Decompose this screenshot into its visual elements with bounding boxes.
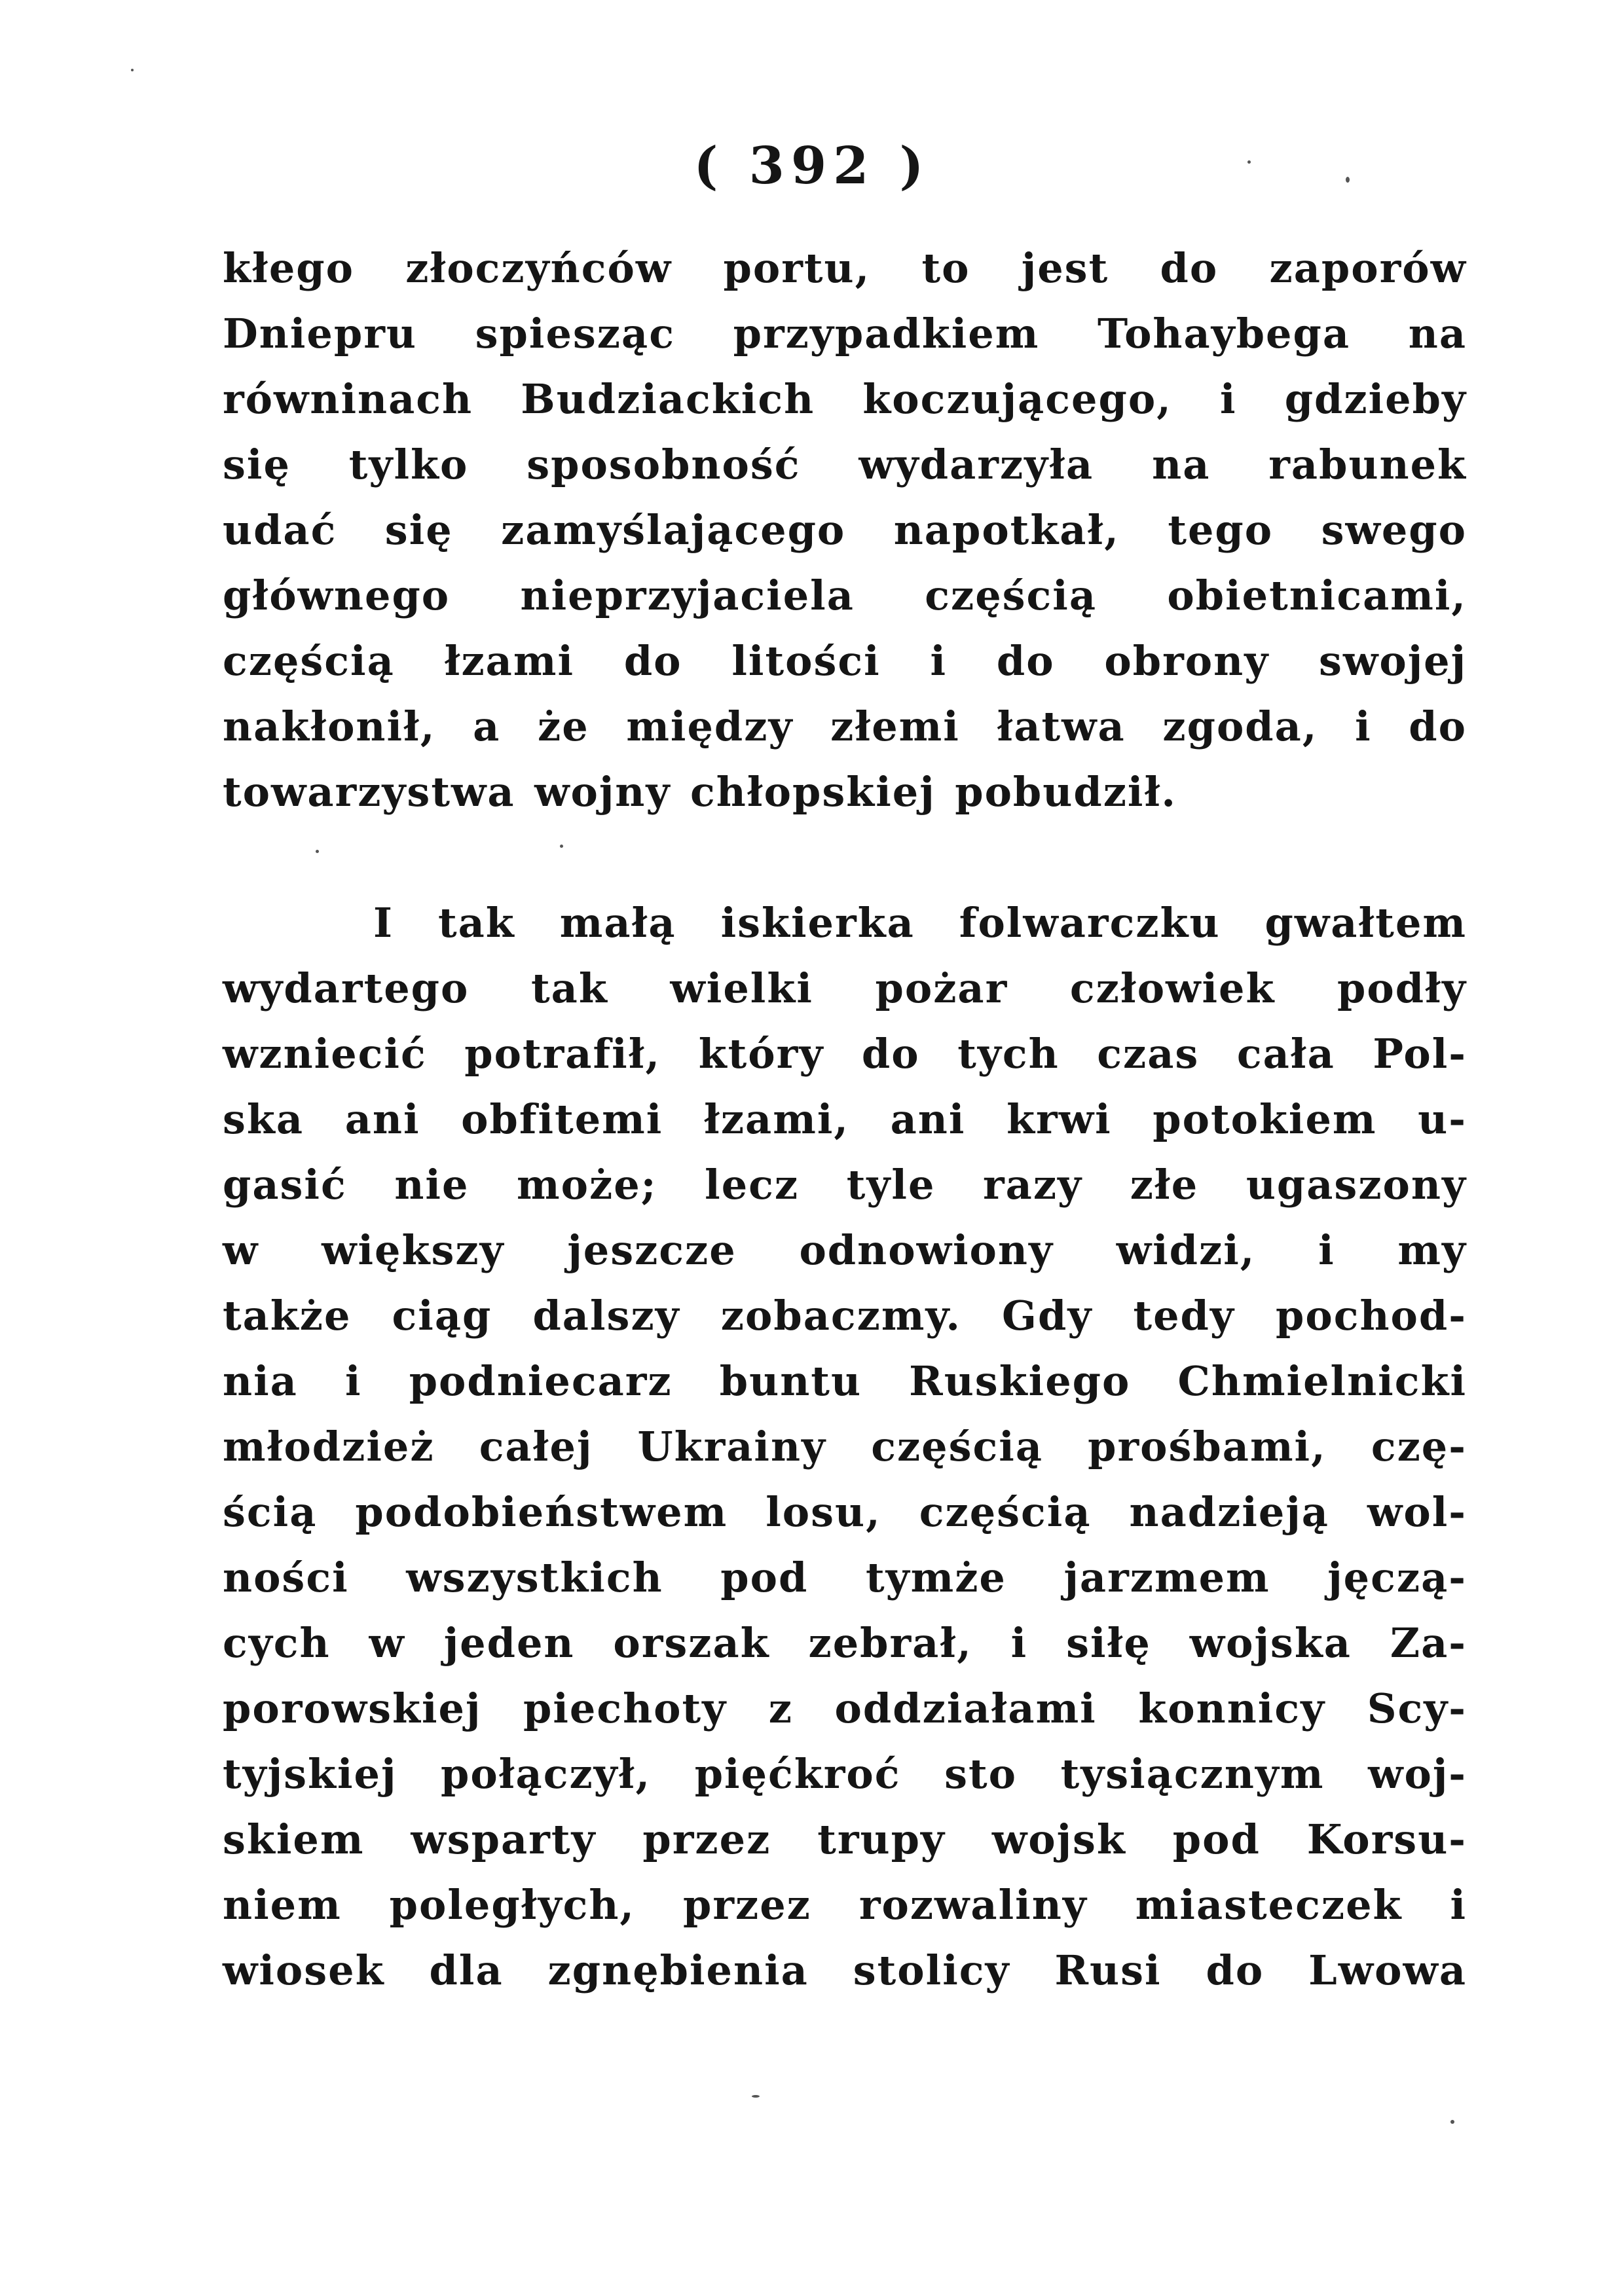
text-line: nia i podniecarz buntu Ruskiego Chmielnicki — [223, 1357, 1467, 1405]
paper-speck — [1346, 177, 1350, 183]
text-line: młodzież całej Ukrainy częścią prośbami, czę- — [223, 1423, 1467, 1470]
paper-speck — [1247, 160, 1251, 164]
text-line: częścią łzami do litości i do obrony swojej — [223, 637, 1467, 685]
text-line: Dniepru spiesząc przypadkiem Tohaybega na — [223, 310, 1467, 357]
text-line: ska ani obfitemi łzami, ani krwi potokiem u- — [223, 1095, 1467, 1143]
paragraph-1 — [223, 236, 1467, 825]
text-line: porowskiej piechoty z oddziałami konnicy Scy- — [223, 1685, 1467, 1732]
text-line: niem poległych, przez rozwaliny miasteczek i — [223, 1881, 1467, 1929]
text-line: ścią podobieństwem losu, częścią nadzieją wol- — [223, 1488, 1467, 1536]
text-line: tyjskiej połączył, pięćkroć sto tysiącznym woj- — [223, 1750, 1467, 1798]
page-number: ( 392 ) — [693, 136, 931, 196]
paragraph-2 — [223, 890, 1467, 2003]
text-line: równinach Budziackich koczującego, i gdzieby — [223, 375, 1467, 423]
paper-speck — [316, 850, 319, 853]
text-line: udać się zamyślającego napotkał, tego swego — [223, 506, 1467, 554]
text-line: się tylko sposobność wydarzyła na rabunek — [223, 441, 1467, 488]
text-line: cych w jeden orszak zebrał, i siłę wojska Za- — [223, 1619, 1467, 1667]
text-line: w większy jeszcze odnowiony widzi, i my — [223, 1226, 1467, 1274]
text-line: skiem wsparty przez trupy wojsk pod Korsu- — [223, 1815, 1467, 1863]
paper-speck — [752, 2095, 760, 2098]
text-line: gasić nie może; lecz tyle razy złe ugaszony — [223, 1161, 1467, 1209]
text-line: towarzystwa wojny chłopskiej pobudził. — [223, 768, 1177, 816]
text-line: wydartego tak wielki pożar człowiek podły — [223, 964, 1467, 1012]
text-line: kłego złoczyńców portu, to jest do zaporów — [223, 244, 1467, 292]
text-line: ności wszystkich pod tymże jarzmem jęczą- — [223, 1554, 1467, 1601]
paper-speck — [560, 845, 563, 848]
text-line: I tak małą iskierka folwarczku gwałtem — [373, 899, 1467, 947]
paper-speck — [131, 69, 134, 71]
text-line: wiosek dla zgnębienia stolicy Rusi do Lwowa — [223, 1946, 1467, 1994]
paper-speck — [1450, 2120, 1454, 2124]
text-line: także ciąg dalszy zobaczmy. Gdy tedy pochod- — [223, 1292, 1467, 1339]
text-line: wzniecić potrafił, który do tych czas cała Pol- — [223, 1030, 1467, 1078]
text-line: głównego nieprzyjaciela częścią obietnicami, — [223, 572, 1467, 619]
text-line: nakłonił, a że między złemi łatwa zgoda, i do — [223, 702, 1467, 750]
